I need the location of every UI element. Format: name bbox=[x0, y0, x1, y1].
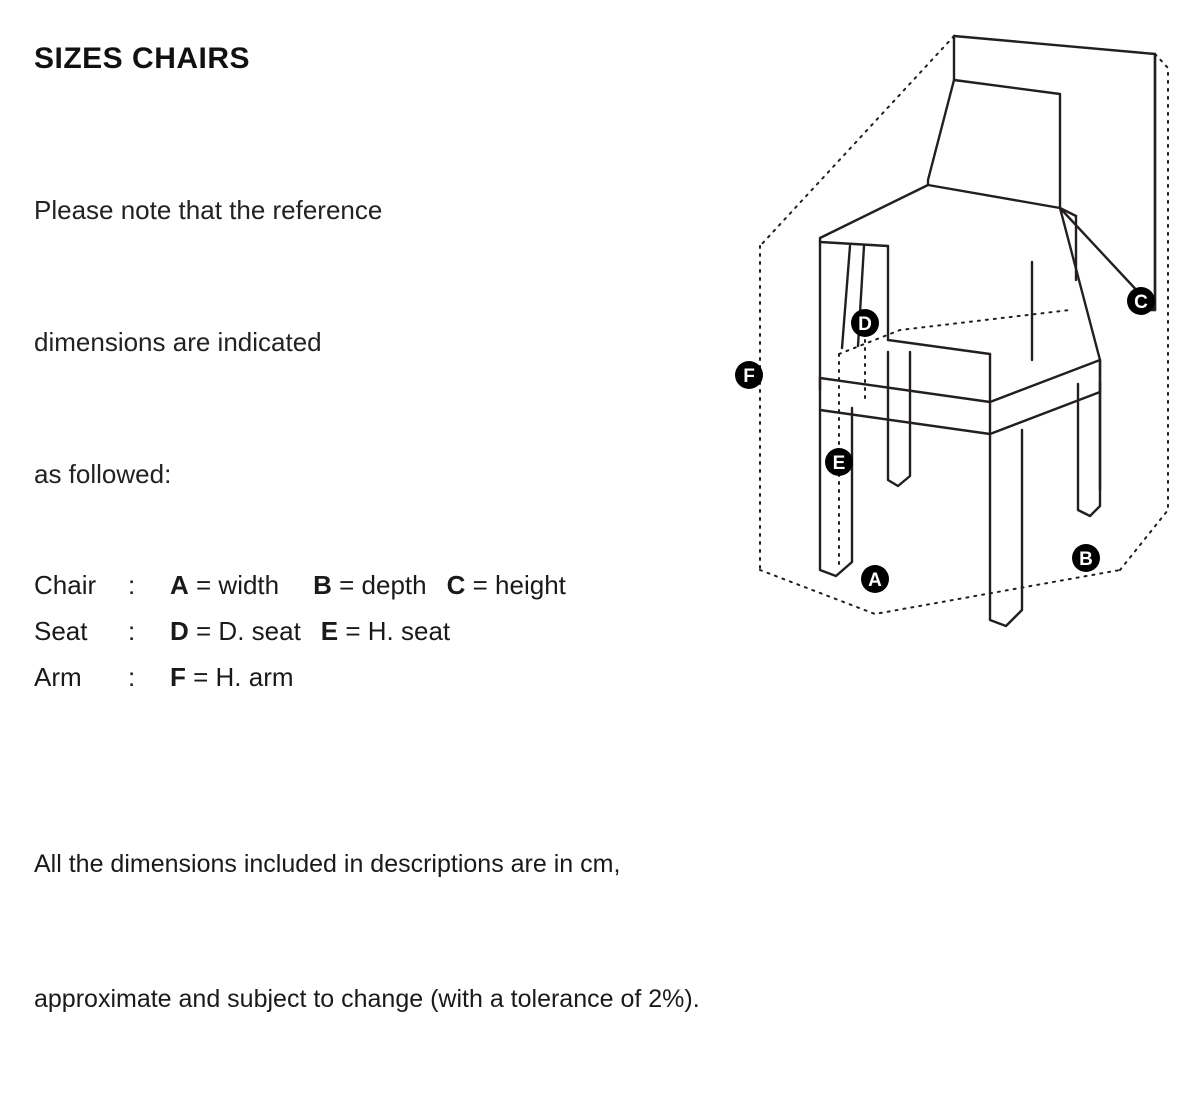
legend-text-e: = H. seat bbox=[345, 616, 451, 646]
footnote-line-2: approximate and subject to change (with a tolerance of 2%). bbox=[34, 985, 700, 1013]
marker-c-label: C bbox=[1134, 292, 1148, 313]
legend-code-d: D bbox=[170, 616, 189, 646]
footnote-line-1: All the dimensions included in descriptions are in cm, bbox=[34, 850, 621, 878]
seat-surface-outline bbox=[820, 208, 1100, 402]
marker-d-label: D bbox=[858, 314, 872, 335]
intro-line-3: as followed: bbox=[34, 459, 172, 489]
front-right-leg bbox=[990, 430, 1022, 626]
legend-colon-seat: : bbox=[128, 616, 136, 646]
left-arm-support-a bbox=[842, 246, 850, 348]
intro-line-1: Please note that the reference bbox=[34, 195, 383, 225]
legend-text-c: = height bbox=[472, 570, 566, 600]
seat-rear-edge bbox=[888, 340, 990, 354]
legend-items-seat bbox=[170, 616, 450, 647]
legend-colon-arm: : bbox=[128, 662, 136, 692]
left-arm-top bbox=[820, 185, 928, 242]
marker-a bbox=[861, 565, 889, 593]
intro-line-2: dimensions are indicated bbox=[34, 327, 322, 357]
legend-code-a: A bbox=[170, 570, 189, 600]
legend-text-a: = width bbox=[196, 570, 280, 600]
marker-e-label: E bbox=[832, 453, 846, 474]
chair-back-bottom-front bbox=[928, 185, 1060, 208]
marker-d bbox=[851, 309, 879, 337]
legend-item-e bbox=[321, 616, 450, 647]
guide-top-left-diagonal bbox=[760, 36, 954, 246]
chair-back-inner-fold bbox=[954, 80, 1060, 208]
rear-right-leg bbox=[1078, 382, 1100, 516]
marker-e bbox=[825, 448, 853, 476]
legend-code-f: F bbox=[170, 662, 186, 692]
front-left-leg bbox=[820, 408, 852, 576]
page-title: SIZES CHAIRS bbox=[34, 42, 251, 75]
chair-back-top-edge bbox=[954, 36, 1155, 310]
legend-item-d bbox=[170, 616, 301, 647]
intro-paragraph bbox=[34, 100, 382, 584]
legend-category-seat: Seat bbox=[34, 616, 88, 646]
legend-row-arm bbox=[34, 662, 566, 708]
legend-item-a bbox=[170, 570, 279, 601]
marker-f-label: F bbox=[743, 366, 755, 387]
legend-item-b bbox=[313, 570, 427, 601]
legend-colon-chair: : bbox=[128, 570, 136, 600]
legend-code-b: B bbox=[313, 570, 332, 600]
seat-front-rail bbox=[820, 378, 990, 434]
guide-base-front bbox=[760, 570, 1120, 614]
legend-item-c bbox=[447, 570, 566, 601]
guide-base-right bbox=[1120, 510, 1168, 570]
marker-b-label: B bbox=[1079, 549, 1093, 570]
armchair-dimension-diagram bbox=[700, 10, 1200, 650]
left-arm-inner-top bbox=[820, 242, 888, 246]
legend-items-chair bbox=[170, 570, 566, 601]
legend-text-f: = H. arm bbox=[193, 662, 294, 692]
legend-table bbox=[34, 570, 566, 708]
legend-category-arm: Arm bbox=[34, 662, 82, 692]
legend-row-chair bbox=[34, 570, 566, 616]
legend-items-arm bbox=[170, 662, 294, 693]
chair-back-left-edge bbox=[928, 36, 954, 185]
legend-code-c: C bbox=[446, 570, 466, 600]
seat-right-rail-top bbox=[990, 360, 1100, 434]
legend-text-b: = depth bbox=[339, 570, 427, 600]
marker-a-label: A bbox=[868, 570, 882, 591]
legend-text-d: = D. seat bbox=[196, 616, 301, 646]
marker-b bbox=[1072, 544, 1100, 572]
marker-c bbox=[1127, 287, 1155, 315]
footnote bbox=[34, 752, 700, 1112]
legend-item-f bbox=[170, 662, 294, 693]
legend-category-chair: Chair bbox=[34, 570, 97, 600]
guide-height-right bbox=[1155, 54, 1168, 510]
legend-row-seat bbox=[34, 616, 566, 662]
marker-f bbox=[735, 361, 763, 389]
legend-code-e: E bbox=[320, 616, 339, 646]
